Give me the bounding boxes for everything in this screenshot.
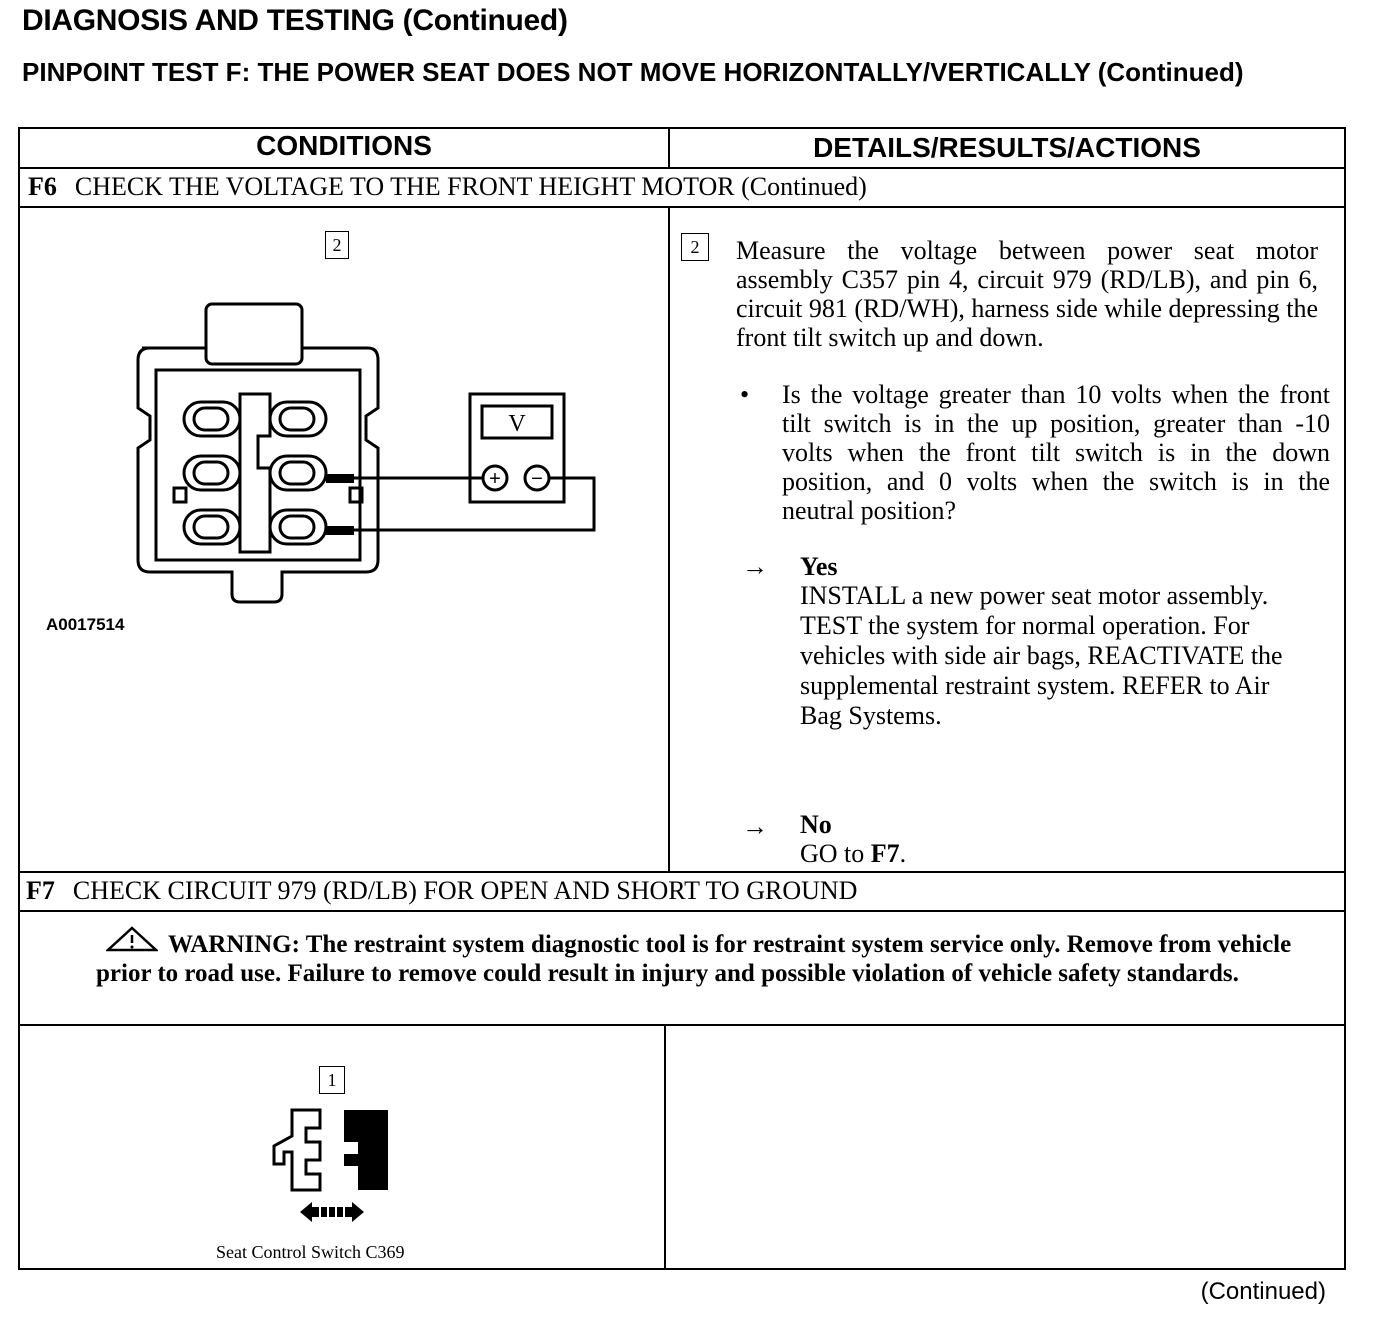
yes-label: Yes [800, 552, 838, 581]
warning-text: WARNING: The restraint system diagnostic tool is for restraint system service only. Remove from vehicle prior to road use. Failure to remove could result in injury and possible violation of vehicle safety standards. [96, 931, 1292, 987]
measurement-instruction: Measure the voltage between power seat motor assembly C357 pin 4, circuit 979 (RD/LB), and pin 6, circuit 981 (RD/WH), harness side while depressing the front tilt switch up and down. [736, 236, 1318, 352]
continued-footer: (Continued) [1200, 1278, 1326, 1305]
step-f7-title [26, 876, 857, 906]
step-f7-heading: CHECK CIRCUIT 979 (RD/LB) FOR OPEN AND SHORT TO GROUND [72, 876, 858, 905]
no-label: No [800, 810, 832, 839]
no-action-step-link[interactable]: F7 [870, 839, 900, 868]
voltmeter-positive-label: + [489, 468, 501, 490]
connector-voltmeter-diagram [120, 290, 610, 610]
column-header-conditions: CONDITIONS [256, 130, 432, 161]
no-action [800, 839, 906, 868]
step-f6-heading: CHECK THE VOLTAGE TO THE FRONT HEIGHT MOTOR (Continued) [74, 172, 867, 201]
page-title: DIAGNOSIS AND TESTING (Continued) [22, 4, 568, 37]
no-action-suffix: . [899, 839, 907, 868]
step-f7-id: F7 [26, 876, 55, 905]
yes-arrow: → [742, 552, 768, 581]
action-number-box: 2 [681, 233, 709, 261]
voltmeter-symbol: V [508, 411, 526, 437]
negative-test-lead [326, 478, 594, 530]
figure-caption: Seat Control Switch C369 [216, 1242, 405, 1262]
step-f6-id: F6 [28, 172, 57, 201]
pinpoint-test-title: PINPOINT TEST F: THE POWER SEAT DOES NOT MOVE HORIZONTALLY/VERTICALLY (Continued) [22, 57, 1244, 87]
no-action-prefix: GO to [800, 839, 871, 868]
figure-id: A0017514 [46, 615, 125, 634]
figure-number-box-f7: 1 [319, 1066, 345, 1094]
seat-control-switch-diagram [262, 1100, 402, 1230]
connector-lock-tab [206, 304, 302, 364]
voltage-question: Is the voltage greater than 10 volts when the front tilt switch is in the up position, greater than -10 volts when the front tilt switch is in the down position, and 0 volts when the switch is in the neutral position? [782, 380, 1330, 525]
yes-action: INSTALL a new power seat motor assembly. TEST the system for normal operation. For vehicles with side air bags, REACTIVATE the supplemental restraint system. REFER to Air Bag Systems. [800, 581, 1283, 730]
no-arrow: → [742, 812, 768, 841]
figure-number-box: 2 [325, 231, 349, 259]
step-f6-title [28, 172, 867, 202]
voltmeter-negative-label: − [531, 468, 543, 490]
column-header-details: DETAILS/RESULTS/ACTIONS [813, 132, 1201, 163]
bullet: • [740, 380, 750, 409]
